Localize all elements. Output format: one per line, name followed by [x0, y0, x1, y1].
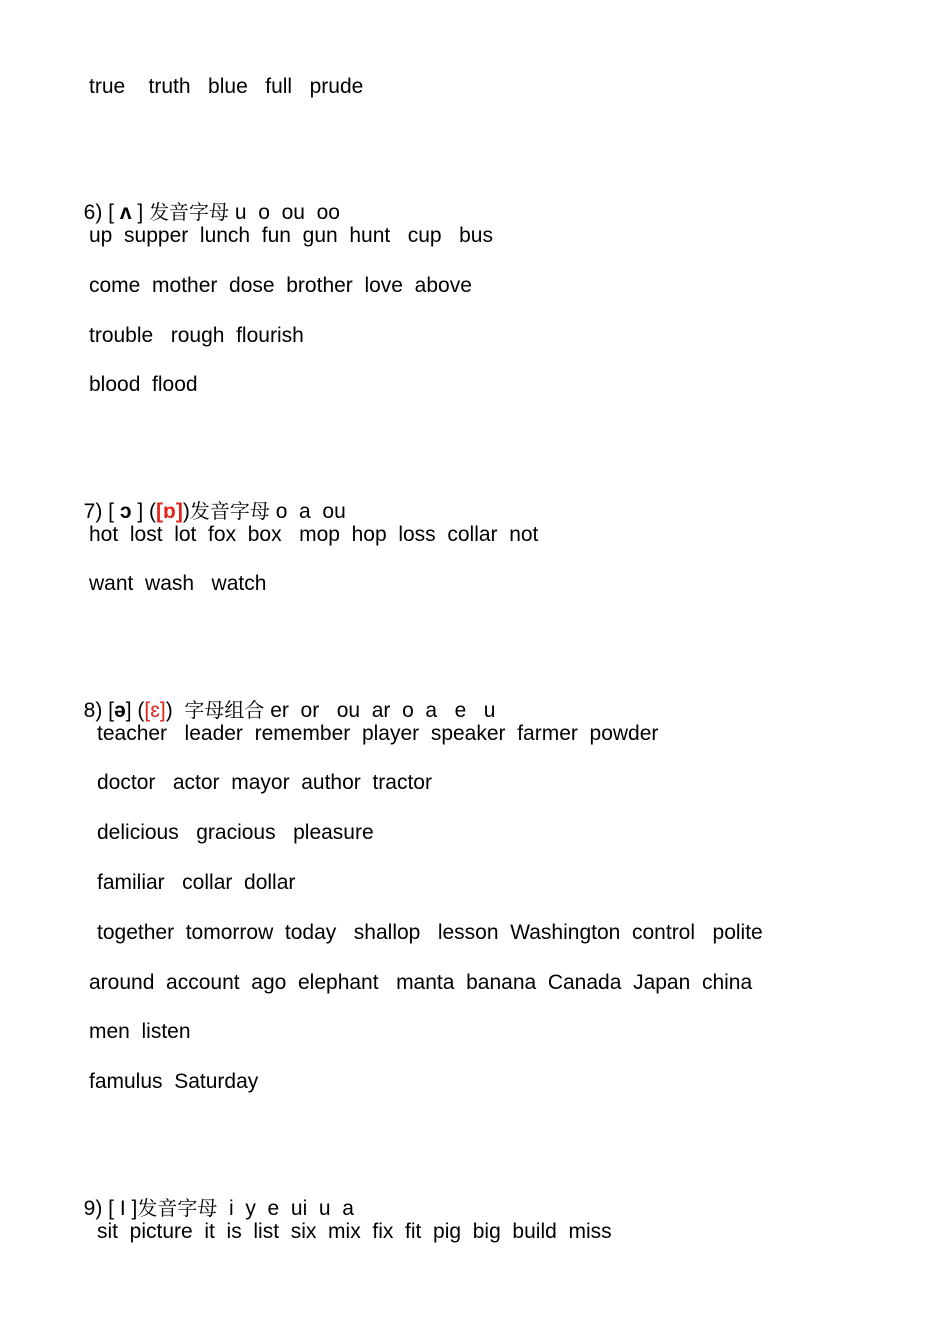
- word-line: delicious gracious pleasure: [97, 821, 374, 844]
- word-line: familiar collar dollar: [97, 871, 296, 894]
- section-number: 9) [: [83, 1197, 120, 1220]
- bracket: ] (: [125, 699, 145, 722]
- phonetic-symbol: ə: [114, 699, 126, 722]
- letter-list: i y e ui u a: [217, 1197, 354, 1220]
- section-heading-9: [72, 1169, 354, 1222]
- section-heading-6: [72, 173, 340, 226]
- word-line: hot lost lot fox box mop hop loss collar not: [89, 523, 539, 546]
- word-line: come mother dose brother love above: [89, 274, 472, 297]
- chinese-label: 发音字母: [137, 1196, 218, 1220]
- alt-phonetic-symbol: [ɛ]: [144, 699, 166, 722]
- word-line: blood flood: [89, 373, 198, 396]
- chinese-label: 字母组合: [184, 698, 265, 722]
- word-line: around account ago elephant manta banana Canada Japan china: [89, 971, 753, 994]
- bracket: ]: [125, 1197, 138, 1220]
- letter-list: u o ou oo: [229, 201, 340, 224]
- letter-list: o a ou: [269, 500, 346, 523]
- section-heading-8: [72, 671, 495, 724]
- section-number: 8) [: [83, 699, 115, 722]
- word-line: teacher leader remember player speaker farmer powder: [97, 722, 659, 745]
- chinese-label: 发音字母: [149, 200, 230, 224]
- word-line: trouble rough flourish: [89, 324, 304, 347]
- word-line: true truth blue full prude: [89, 75, 364, 98]
- bracket: ] (: [131, 500, 157, 523]
- chinese-label: 发音字母: [189, 499, 270, 523]
- alt-phonetic-symbol: [ɒ]: [156, 500, 183, 523]
- phonetic-symbol: ɔ: [119, 500, 132, 523]
- word-line: up supper lunch fun gun hunt cup bus: [89, 224, 493, 247]
- section-number: 7) [: [83, 500, 120, 523]
- word-line: doctor actor mayor author tractor: [97, 771, 432, 794]
- bracket: ): [165, 699, 185, 722]
- bracket: ]: [131, 201, 150, 224]
- word-line: want wash watch: [89, 572, 267, 595]
- word-line: men listen: [89, 1020, 191, 1043]
- phonetic-symbol: ʌ: [119, 201, 132, 224]
- word-line: together tomorrow today shallop lesson Washington control polite: [97, 921, 763, 944]
- letter-list: er or ou ar o a e u: [264, 699, 496, 722]
- word-line: sit picture it is list six mix fix fit pig big build miss: [97, 1220, 612, 1243]
- bracket: ): [182, 500, 190, 523]
- phonetic-symbol: I: [119, 1197, 126, 1220]
- section-number: 6) [: [83, 201, 120, 224]
- section-heading-7: [72, 472, 346, 525]
- word-line: famulus Saturday: [89, 1070, 259, 1093]
